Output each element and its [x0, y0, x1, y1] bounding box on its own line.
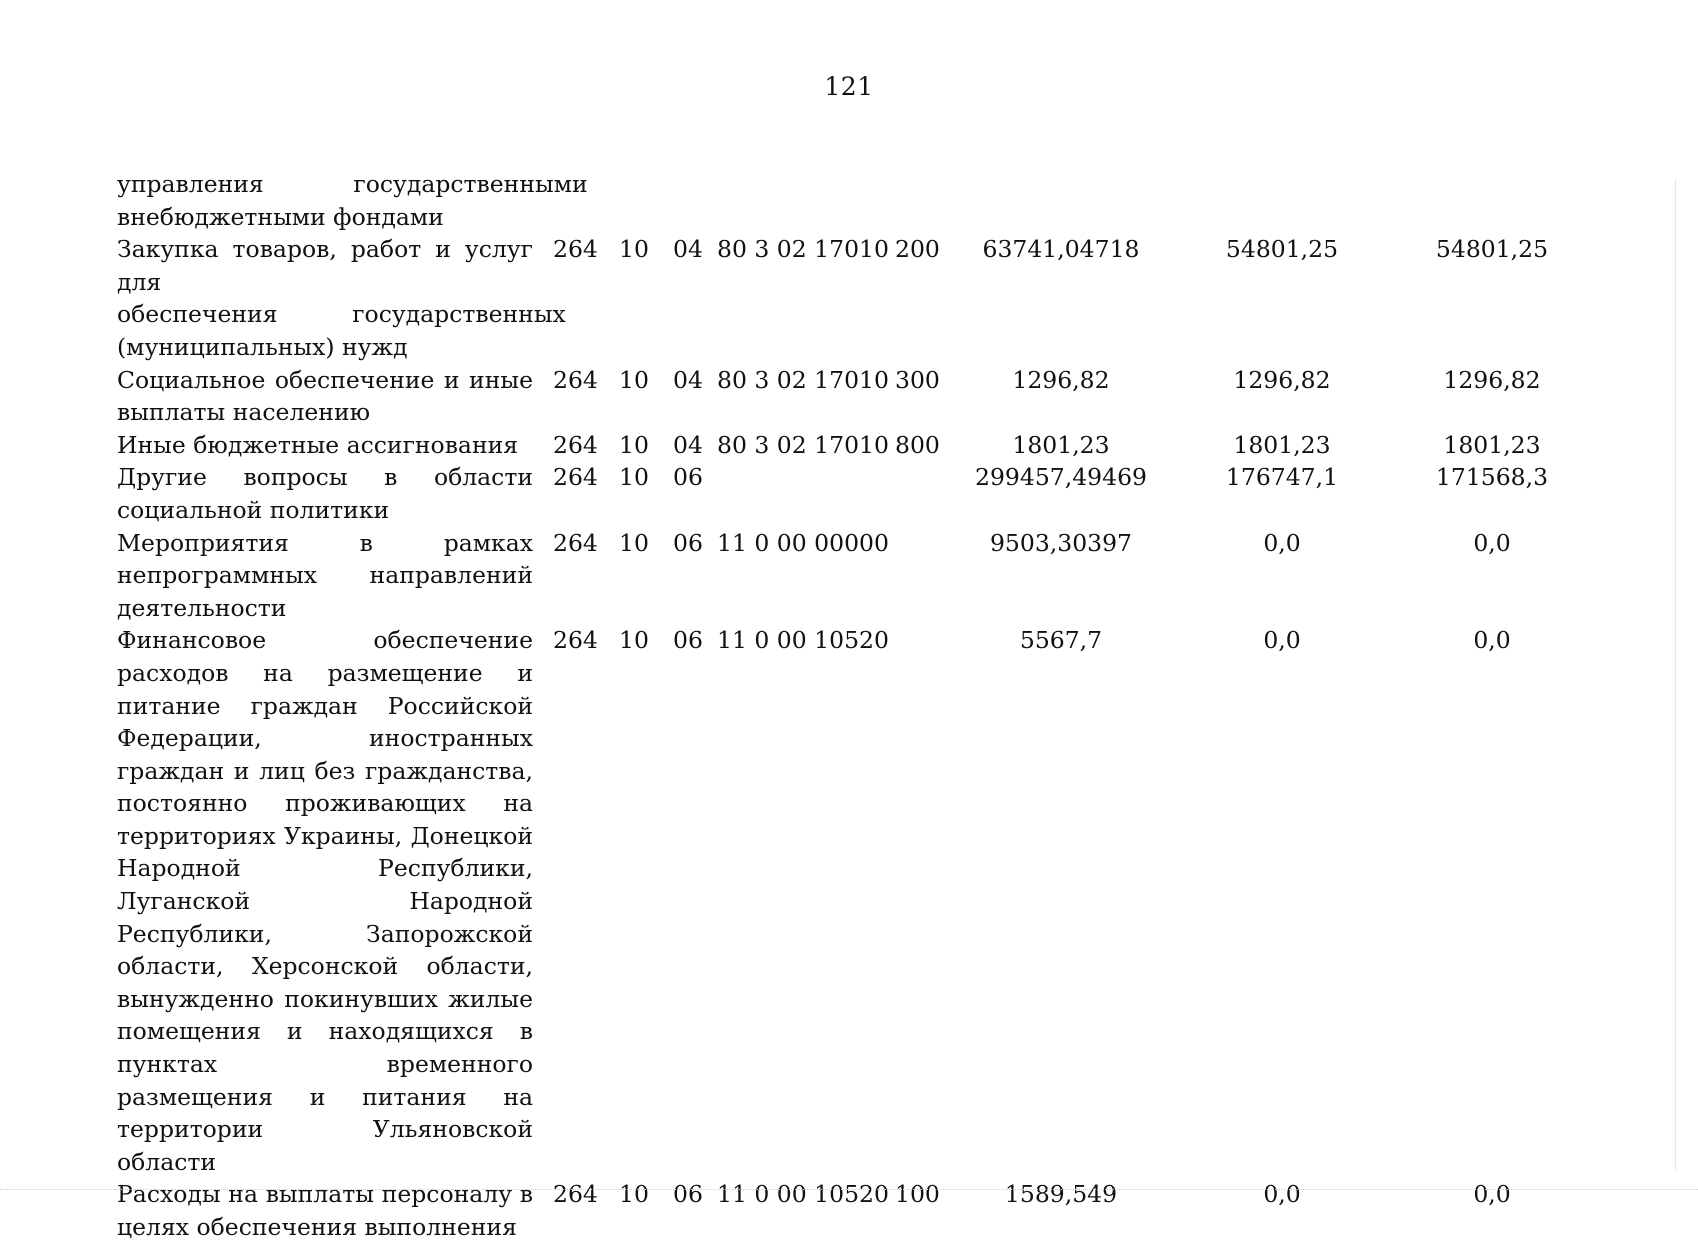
- subsection-code: 04: [673, 365, 703, 394]
- amount-year-3: 171568,3: [1435, 463, 1549, 492]
- amount-year-1: 1296,82: [1012, 365, 1110, 394]
- amount-year-2: 0,0: [1263, 626, 1301, 655]
- subsection-code: 04: [673, 430, 703, 459]
- page-number: 121: [824, 72, 874, 101]
- table-row: [117, 233, 1577, 363]
- amount-year-3: 1296,82: [1443, 365, 1541, 394]
- scan-bottom-artifact: [0, 1188, 1698, 1190]
- section-code: 10: [619, 626, 649, 655]
- amount-year-1: 9503,30397: [989, 528, 1133, 557]
- row-name: Расходы на выплаты персоналу в целях обеспечения выполнения: [117, 1180, 533, 1241]
- expense-type-code: 800: [895, 430, 940, 459]
- section-code: 10: [619, 1180, 649, 1209]
- amount-year-3: 0,0: [1473, 626, 1511, 655]
- amount-year-3: 1801,23: [1443, 430, 1541, 459]
- amount-year-2: 54801,25: [1225, 235, 1339, 264]
- row-name: Социальное обеспечение и иные выплаты населению: [117, 365, 533, 427]
- target-article-code: 80 3 02 17010: [717, 365, 889, 394]
- table-row: [117, 461, 1577, 526]
- section-code: 10: [619, 365, 649, 394]
- ved-code: 264: [553, 528, 598, 557]
- section-code: 10: [619, 430, 649, 459]
- expense-type-code: 300: [895, 365, 940, 394]
- row-name: Мероприятия в рамках непрограммных направлений деятельности: [117, 528, 533, 622]
- table-row: [117, 429, 1577, 462]
- target-article-code: 11 0 00 10520: [717, 1180, 889, 1209]
- table-row: [117, 168, 1577, 233]
- amount-year-2: 176747,1: [1225, 463, 1339, 492]
- amount-year-3: 0,0: [1473, 528, 1511, 557]
- amount-year-2: 1801,23: [1233, 430, 1331, 459]
- ved-code: 264: [553, 1180, 598, 1209]
- ved-code: 264: [553, 626, 598, 655]
- amount-year-3: 0,0: [1473, 1180, 1511, 1209]
- expense-type-code: 100: [895, 1180, 940, 1209]
- ved-code: 264: [553, 430, 598, 459]
- ved-code: 264: [553, 235, 598, 264]
- row-name: Финансовое обеспечение расходов на размещение и питание граждан Российской Федерации, иностранных граждан и лиц без гражданства, постоянно проживающих на территориях Украины, Донецкой Народной Республики, Луганской Народной Республики, Запорожской области, Херсонской области, вынужденно покинувших жилые помещения и находящихся в пунктах временного размещения и питания на территории Ульяновской области: [117, 626, 533, 1176]
- amount-year-1: 5567,7: [1019, 626, 1103, 655]
- row-name: Закупка товаров, работ и услуг для обеспечения государственных (муниципальных) нужд: [117, 235, 566, 361]
- row-name: Иные бюджетные ассигнования: [117, 430, 519, 459]
- amount-year-1: 1589,549: [1004, 1180, 1118, 1209]
- section-code: 10: [619, 528, 649, 557]
- table-row: [117, 624, 1577, 1178]
- amount-year-3: 54801,25: [1435, 235, 1549, 264]
- expense-type-code: 200: [895, 235, 940, 264]
- amount-year-2: 0,0: [1263, 1180, 1301, 1209]
- table-row: [117, 527, 1577, 625]
- ved-code: 264: [553, 365, 598, 394]
- row-name: Другие вопросы в области социальной политики: [117, 463, 533, 524]
- subsection-code: 06: [673, 626, 703, 655]
- target-article-code: 80 3 02 17010: [717, 235, 889, 264]
- target-article-code: 11 0 00 00000: [717, 528, 889, 557]
- subsection-code: 06: [673, 1180, 703, 1209]
- scan-edge-artifact: [1674, 180, 1676, 1170]
- amount-year-2: 1296,82: [1233, 365, 1331, 394]
- amount-year-1: 63741,04718: [982, 235, 1140, 264]
- amount-year-1: 1801,23: [1012, 430, 1110, 459]
- target-article-code: 11 0 00 10520: [717, 626, 889, 655]
- subsection-code: 06: [673, 463, 703, 492]
- section-code: 10: [619, 235, 649, 264]
- budget-table: [117, 168, 1577, 1244]
- amount-year-1: 299457,49469: [975, 463, 1147, 492]
- subsection-code: 06: [673, 528, 703, 557]
- subsection-code: 04: [673, 235, 703, 264]
- amount-year-2: 0,0: [1263, 528, 1301, 557]
- row-name: управления государственными внебюджетными фондами: [117, 170, 588, 231]
- section-code: 10: [619, 463, 649, 492]
- target-article-code: 80 3 02 17010: [717, 430, 889, 459]
- ved-code: 264: [553, 463, 598, 492]
- table-row: [117, 364, 1577, 429]
